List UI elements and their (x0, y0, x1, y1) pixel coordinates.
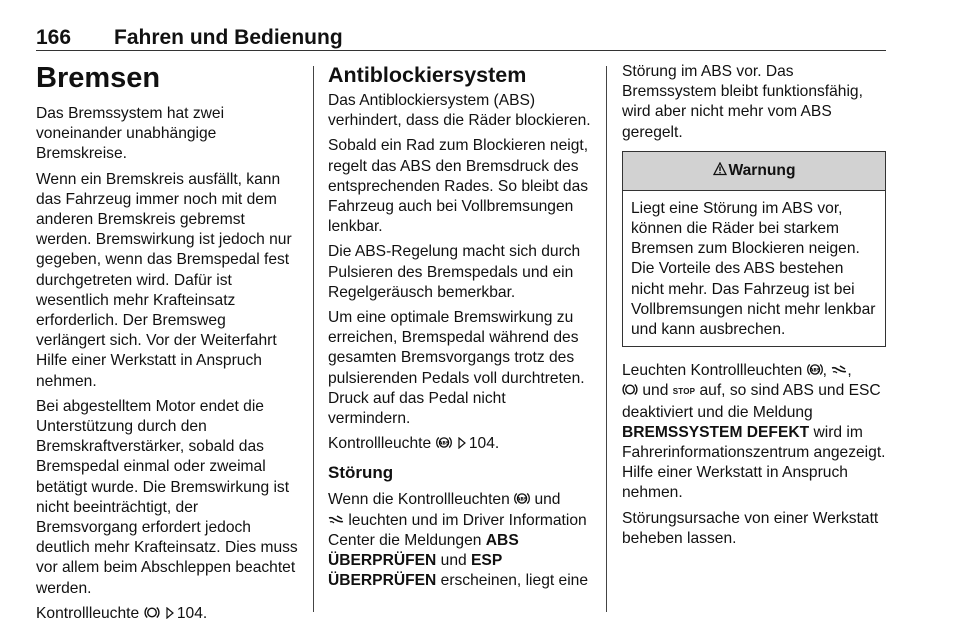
paragraph: Wenn ein Bremskreis ausfällt, kann das Fahrzeug immer noch mit dem anderen Bremskreis gebremst werden. Bremswirkung ist jedoch nur gegeben, wenn das Bremspedal fest durchgetreten wird. Dafür ist wesentlich mehr Krafteinsatz erforderlich. Der Bremsweg verlängert sich. Vor der Weiterfahrt Hilfe einer Werkstatt in Anspruch nehmen. (36, 170, 292, 390)
paragraph: Störungsursache von einer Werkstatt beheben lassen. (622, 509, 879, 547)
subheading-stoerung: Störung (328, 463, 394, 483)
paragraph: Um eine optimale Bremswirkung zu erreichen, Bremspedal während des gesamten Bremsvorgangs trotz des pulsierenden Pedals voll durchtreten. Druck auf das Pedal nicht vermindern. (328, 309, 585, 428)
message-brake-system-fault: BREMSSYSTEM DEFEKT (622, 423, 810, 441)
warning-text: Liegt eine Störung im ABS vor, können die Räder bei starkem Bremsen zum Blockieren neigen. Die Vorteile des ABS bestehen nicht mehr. Das Fahrzeug ist bei Vollbremsungen nicht mehr lenkbar und kann ausbrechen. (631, 199, 876, 339)
page-reference[interactable]: 104. (176, 604, 208, 622)
heading-bremsen: Bremsen (36, 62, 161, 94)
text: Wenn die Kontrollleuchten (328, 491, 510, 509)
warning-triangle-icon (713, 162, 727, 176)
text: , (822, 362, 828, 380)
page-header (36, 22, 884, 52)
text: und (440, 552, 467, 570)
message-esp-check: ESP ÜBERPRÜFEN (328, 552, 502, 590)
paragraph-deactivated (622, 361, 886, 503)
page-reference-arrow-icon[interactable] (457, 437, 467, 449)
abs-warning-light-icon (436, 435, 452, 450)
message-abs-check: ABS ÜBERPRÜFEN (328, 531, 519, 570)
paragraph: Störung im ABS vor. Das Bremssystem bleibt funktionsfähig, wird aber nicht mehr vom ABS geregelt. (622, 63, 863, 141)
warning-box (622, 151, 886, 347)
warning-title: Warnung (728, 161, 796, 179)
text: wird im Fahrerinformationszentrum angezeigt. Hilfe einer Werkstatt in Anspruch nehmen. (622, 423, 886, 502)
stop-symbol: STOP (672, 387, 696, 397)
text: auf, so sind ABS und ESC deaktiviert und die Meldung (622, 382, 881, 421)
page-number: 166 (36, 26, 72, 49)
section-title: Fahren und Bedienung (114, 26, 343, 49)
paragraph-fault (328, 490, 591, 591)
column-1 (36, 62, 298, 629)
brake-warning-light-icon (144, 605, 160, 620)
svg-text:ABS: ABS (438, 441, 449, 447)
page-reference[interactable]: 104. (468, 435, 500, 453)
text: und (534, 491, 561, 509)
paragraph-warning-light-ref (36, 604, 298, 624)
paragraph: Das Antiblockiersystem (ABS) verhindert, dass die Räder blockieren. (328, 92, 591, 130)
header-rule (36, 50, 886, 51)
paragraph: Die ABS-Regelung macht sich durch Pulsieren des Bremspedals und ein Regelgeräusch bemerkbar. (328, 243, 581, 301)
brake-warning-light-icon (622, 382, 638, 397)
esp-skid-icon (831, 362, 847, 377)
text: leuchten und im Driver Information Center die Meldungen (328, 511, 587, 549)
paragraph: Sobald ein Rad zum Blockieren neigt, regelt das ABS den Bremsdruck des entsprechenden Rades. So bleibt das Fahrzeug auch bei Vollbremsungen lenkbar. (328, 137, 589, 236)
column-2 (328, 62, 591, 596)
page-reference-arrow-icon[interactable] (165, 607, 175, 619)
esp-skid-icon (328, 512, 344, 527)
text: Leuchten Kontrollleuchten (622, 362, 803, 380)
paragraph: Das Bremssystem hat zwei voneinander unabhängige Bremskreise. (36, 105, 225, 163)
text: und (642, 382, 669, 400)
text: , (847, 362, 852, 380)
column-divider-2 (606, 66, 607, 612)
column-divider-1 (313, 66, 314, 612)
svg-text:ABS: ABS (516, 497, 528, 503)
paragraph-abs-light-ref (328, 434, 591, 454)
text: erscheinen, liegt eine (440, 572, 589, 590)
abs-warning-light-icon (807, 362, 823, 377)
warning-header (623, 152, 885, 191)
paragraph: Bei abgestelltem Motor endet die Unterstützung durch den Bremskraftverstärker, sobald das Bremspedal einmal oder zweimal betätigt wurde. Die Bremswirkung ist nicht beeinträchtigt, der Bremsvorgang erfordert jedoch deutlich mehr Krafteinsatz. Dies muss vor allem beim Abschleppen beachtet werden. (36, 397, 298, 597)
column-3 (622, 62, 886, 554)
abs-warning-light-icon (514, 491, 530, 506)
text: Kontrollleuchte (36, 604, 140, 622)
heading-antiblockiersystem: Antiblockiersystem (328, 63, 527, 87)
svg-text:ABS: ABS (809, 368, 820, 374)
text: Kontrollleuchte (328, 435, 432, 453)
